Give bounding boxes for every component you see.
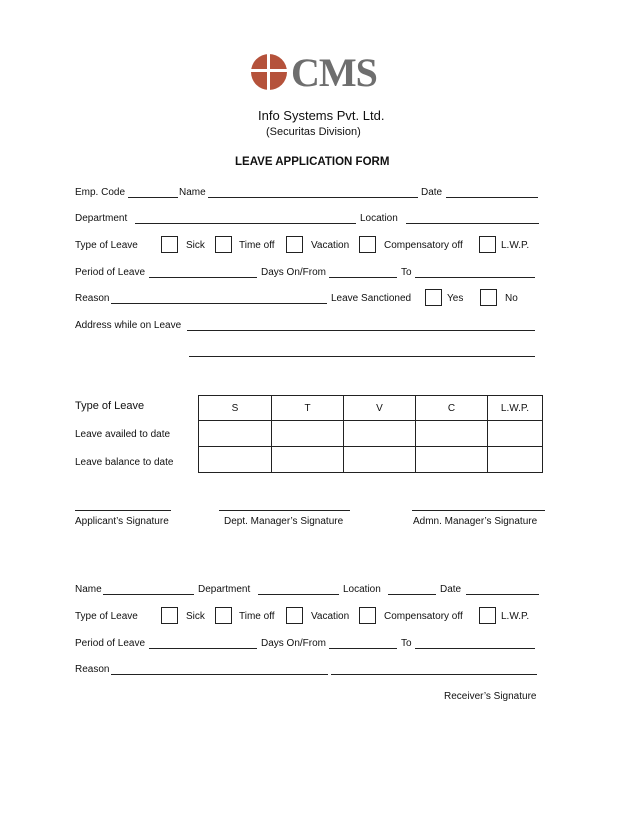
dept-manager-signature-line[interactable] — [219, 510, 350, 511]
receipt-sick-label: Sick — [186, 611, 205, 622]
table-row-balance — [199, 447, 543, 473]
lwp-checkbox[interactable] — [479, 236, 496, 253]
table-leave-balance-label: Leave balance to date — [75, 457, 174, 468]
receipt-to-field[interactable] — [415, 648, 535, 649]
receipt-location-field[interactable] — [388, 594, 436, 595]
sanctioned-no-label: No — [505, 293, 518, 304]
table-leave-availed-label: Leave availed to date — [75, 429, 171, 440]
compensatory-off-label: Compensatory off — [384, 240, 463, 251]
receipt-compensatory-off-checkbox[interactable] — [359, 607, 376, 624]
receipt-name-field[interactable] — [103, 594, 194, 595]
time-off-label: Time off — [239, 240, 275, 251]
receipt-date-field[interactable] — [466, 594, 539, 595]
col-t: T — [272, 396, 344, 421]
receipt-compensatory-off-label: Compensatory off — [384, 611, 463, 622]
sick-checkbox[interactable] — [161, 236, 178, 253]
lwp-label: L.W.P. — [501, 240, 530, 251]
dept-manager-signature-label: Dept. Manager’s Signature — [224, 516, 344, 527]
company-division: (Securitas Division) — [266, 126, 361, 138]
address-field-line-2[interactable] — [189, 356, 535, 357]
compensatory-off-checkbox[interactable] — [359, 236, 376, 253]
receipt-department-field[interactable] — [258, 594, 339, 595]
company-logo — [249, 50, 381, 95]
receipt-to-label: To — [401, 638, 412, 649]
sick-label: Sick — [186, 240, 205, 251]
col-c: C — [416, 396, 488, 421]
department-label: Department — [75, 213, 128, 224]
days-on-from-label: Days On/From — [261, 267, 327, 278]
to-field[interactable] — [415, 277, 535, 278]
receipt-days-on-from-field[interactable] — [329, 648, 397, 649]
receipt-period-label: Period of Leave — [75, 638, 146, 649]
receipt-lwp-label: L.W.P. — [501, 611, 530, 622]
receipt-lwp-checkbox[interactable] — [479, 607, 496, 624]
balance-c-cell[interactable] — [416, 447, 488, 473]
balance-lwp-cell[interactable] — [488, 447, 543, 473]
table-header-row — [199, 396, 543, 421]
date-label: Date — [421, 187, 443, 198]
emp-code-label: Emp. Code — [75, 187, 126, 198]
receipt-time-off-checkbox[interactable] — [215, 607, 232, 624]
receipt-period-field[interactable] — [149, 648, 257, 649]
time-off-checkbox[interactable] — [215, 236, 232, 253]
receipt-vacation-checkbox[interactable] — [286, 607, 303, 624]
availed-s-cell[interactable] — [199, 421, 272, 447]
vacation-label: Vacation — [311, 240, 350, 251]
receipt-name-label: Name — [75, 584, 102, 595]
receipt-department-label: Department — [198, 584, 251, 595]
to-label: To — [401, 267, 412, 278]
applicant-signature-label: Applicant’s Signature — [75, 516, 169, 527]
col-s: S — [199, 396, 272, 421]
reason-field[interactable] — [111, 303, 327, 304]
emp-code-field[interactable] — [128, 197, 178, 198]
address-label: Address while on Leave — [75, 320, 182, 331]
period-label: Period of Leave — [75, 267, 146, 278]
receipt-time-off-label: Time off — [239, 611, 275, 622]
availed-v-cell[interactable] — [344, 421, 416, 447]
sanctioned-yes-checkbox[interactable] — [425, 289, 442, 306]
receipt-location-label: Location — [343, 584, 381, 595]
admn-manager-signature-label: Admn. Manager’s Signature — [413, 516, 538, 527]
availed-t-cell[interactable] — [272, 421, 344, 447]
balance-t-cell[interactable] — [272, 447, 344, 473]
receiver-signature-label: Receiver’s Signature — [444, 691, 537, 702]
location-field[interactable] — [406, 223, 539, 224]
days-on-from-field[interactable] — [329, 277, 397, 278]
balance-s-cell[interactable] — [199, 447, 272, 473]
period-field[interactable] — [149, 277, 257, 278]
vacation-checkbox[interactable] — [286, 236, 303, 253]
receipt-days-on-from-label: Days On/From — [261, 638, 327, 649]
availed-lwp-cell[interactable] — [488, 421, 543, 447]
balance-v-cell[interactable] — [344, 447, 416, 473]
sanctioned-no-checkbox[interactable] — [480, 289, 497, 306]
date-field[interactable] — [446, 197, 538, 198]
receipt-type-of-leave-label: Type of Leave — [75, 611, 138, 622]
name-field[interactable] — [208, 197, 418, 198]
receipt-sick-checkbox[interactable] — [161, 607, 178, 624]
admn-manager-signature-line[interactable] — [412, 510, 545, 511]
receipt-reason-label: Reason — [75, 664, 110, 675]
receipt-date-label: Date — [440, 584, 462, 595]
logo-text: CMS — [291, 50, 377, 95]
applicant-signature-line[interactable] — [75, 510, 171, 511]
form-title: LEAVE APPLICATION FORM — [235, 156, 390, 168]
address-field-line-1[interactable] — [187, 330, 535, 331]
department-field[interactable] — [135, 223, 356, 224]
leave-sanctioned-label: Leave Sanctioned — [331, 293, 412, 304]
col-v: V — [344, 396, 416, 421]
name-label: Name — [179, 187, 206, 198]
col-lwp: L.W.P. — [488, 396, 543, 421]
receipt-reason-field-2[interactable] — [331, 674, 537, 675]
receipt-reason-field[interactable] — [111, 674, 328, 675]
sanctioned-yes-label: Yes — [447, 293, 464, 304]
type-of-leave-label: Type of Leave — [75, 240, 138, 251]
reason-label: Reason — [75, 293, 110, 304]
table-type-of-leave-label: Type of Leave — [75, 400, 145, 412]
leave-table — [198, 395, 543, 473]
company-name: Info Systems Pvt. Ltd. — [258, 108, 385, 123]
availed-c-cell[interactable] — [416, 421, 488, 447]
receipt-vacation-label: Vacation — [311, 611, 350, 622]
location-label: Location — [360, 213, 398, 224]
table-row-availed — [199, 421, 543, 447]
